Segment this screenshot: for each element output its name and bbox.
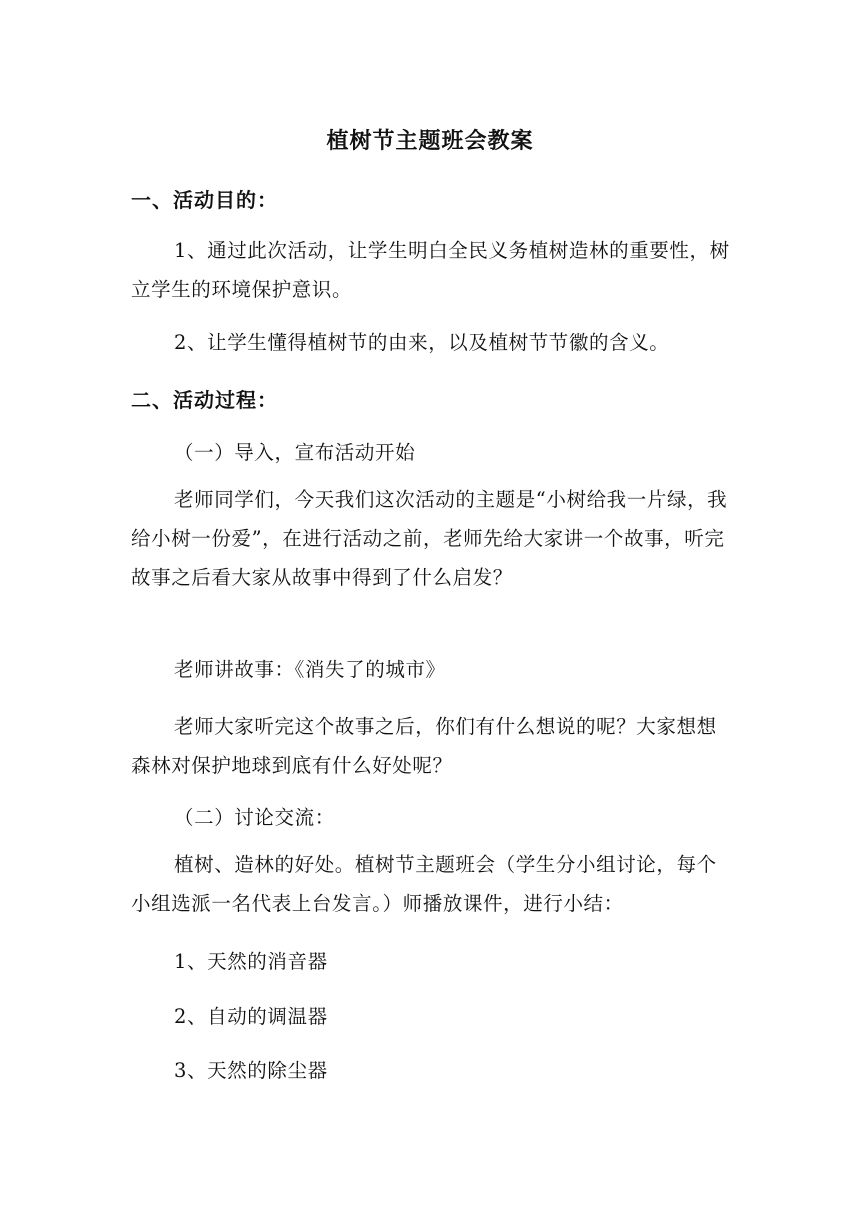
- paragraph-story: 老师讲故事：《消失了的城市》: [174, 658, 446, 681]
- subsection-heading-intro: （一）导入，宣布活动开始: [174, 441, 416, 464]
- list-item: 2、自动的调温器: [174, 1005, 328, 1028]
- paragraph-intro: 老师同学们，今天我们这次活动的主题是“小树给我一片绿，我给小树一份爱”，在进行活动之前，老师先给大家讲一个故事，听完故事之后看大家从故事中得到了什么启发？: [131, 488, 728, 589]
- objective-item-1: 1、通过此次活动，让学生明白全民义务植树造林的重要性，树立学生的环境保护意识。: [131, 239, 730, 301]
- paragraph-discussion: 植树、造林的好处。植树节主题班会（学生分小组讨论，每个小组选派一名代表上台发言。）师播放课件，进行小结：: [131, 853, 717, 915]
- list-item: 1、天然的消音器: [174, 950, 328, 973]
- objective-item-2: 2、让学生懂得植树节的由来，以及植树节节徽的含义。: [174, 331, 670, 354]
- section-heading-process: 二、活动过程：: [131, 388, 278, 412]
- section-heading-objectives: 一、活动目的：: [131, 188, 278, 212]
- list-item: 3、天然的除尘器: [174, 1059, 328, 1082]
- paragraph-question: 老师大家听完这个故事之后，你们有什么想说的呢？大家想想森林对保护地球到底有什么好处呢？: [131, 715, 717, 777]
- subsection-heading-discussion: （二）讨论交流：: [174, 806, 335, 829]
- document-title: 植树节主题班会教案: [326, 128, 534, 154]
